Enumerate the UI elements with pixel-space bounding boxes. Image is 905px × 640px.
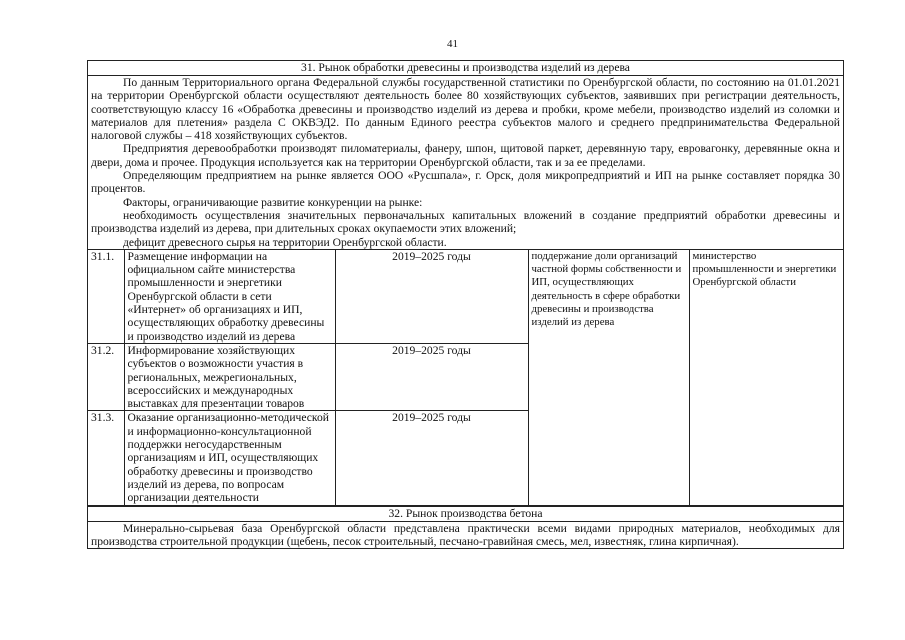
section-32-title: 32. Рынок производства бетона <box>88 506 843 522</box>
measure-term: 2019–2025 годы <box>335 249 528 343</box>
measure-term: 2019–2025 годы <box>335 411 528 505</box>
section-31-paragraph: дефицит древесного сырья на территории Оренбургской области. <box>123 235 447 249</box>
page-number: 41 <box>447 38 458 50</box>
measure-number: 31.1. <box>88 249 124 343</box>
section-31-title: 31. Рынок обработки древесины и производства изделий из дерева <box>88 61 843 76</box>
measure-name: Размещение информации на официальном сайте министерства промышленности и энергетики Оренбургской области в сети «Интернет» об организациях и ИП, осуществляющих обработку древесины и производство изделий из дерева <box>124 249 335 343</box>
expected-result: поддержание доли организаций частной формы собственности и ИП, осуществляющих деятельность в сфере обработки древесины и производства изделий из дерева <box>528 249 689 505</box>
section-31-paragraph: Предприятия деревообработки производят пиломатериалы, фанеру, шпон, щитовой паркет, деревянную тару, евровагонку, деревянные окна и двери, дома и прочее. Продукция используется как на территории Оренбургской области, так и за ее пределами. <box>91 142 840 169</box>
measures-table <box>88 249 843 506</box>
section-31-paragraph: Определяющим предприятием на рынке является ООО «Русшпала», г. Орск, доля микропредприятий и ИП на рынке составляет порядка 30 процентов. <box>91 169 840 196</box>
section-31-paragraph: Факторы, ограничивающие развитие конкуренции на рынке: <box>123 195 423 209</box>
section-32-paragraph: Минерально-сырьевая база Оренбургской области представлена практически всеми видами природных материалов, необходимых для производства строительной продукции (щебень, песок строительный, песчано-гравийная смесь, мел, известняк, глина кирпичная). <box>91 521 840 548</box>
section-31-paragraph: необходимость осуществления значительных первоначальных капитальных вложений в создание предприятий обработки древесины и производства изделий из дерева, при длительных сроках окупаемости этих вложений; <box>91 208 840 236</box>
measure-name: Информирование хозяйствующих субъектов о возможности участия в региональных, межрегиональных, всероссийских и международных выставках для презентации товаров <box>124 343 335 410</box>
section-31-paragraph: По данным Территориального органа Федеральной службы государственной статистики по Оренбургской области, по состоянию на 01.01.2021 на территории Оренбургской области осуществляют деятельность более 80 хозяйствующих субъектов, заявивших при регистрации деятельность, соответствующую классу 16 «Обработка древесины и производство изделий из дерева и пробки, кроме мебели, производство изделий из соломки и материалов для плетения» раздела С ОКВЭД2. По данным Единого реестра субъектов малого и среднего предпринимательства Федеральной налоговой службы – 418 хозяйствующих субъектов. <box>91 76 840 143</box>
document-table <box>87 60 844 549</box>
measure-number: 31.3. <box>88 411 124 505</box>
table-row <box>88 249 843 343</box>
responsible-executor: министерство промышленности и энергетики Оренбургской области <box>689 249 843 505</box>
measure-number: 31.2. <box>88 343 124 410</box>
measure-name: Оказание организационно-методической и информационно-консультационной поддержки негосударственным организациям и ИП, осуществляющих обработку древесины и производство изделий из дерева, по вопросам организации деятельности <box>124 411 335 505</box>
measure-term: 2019–2025 годы <box>335 343 528 410</box>
